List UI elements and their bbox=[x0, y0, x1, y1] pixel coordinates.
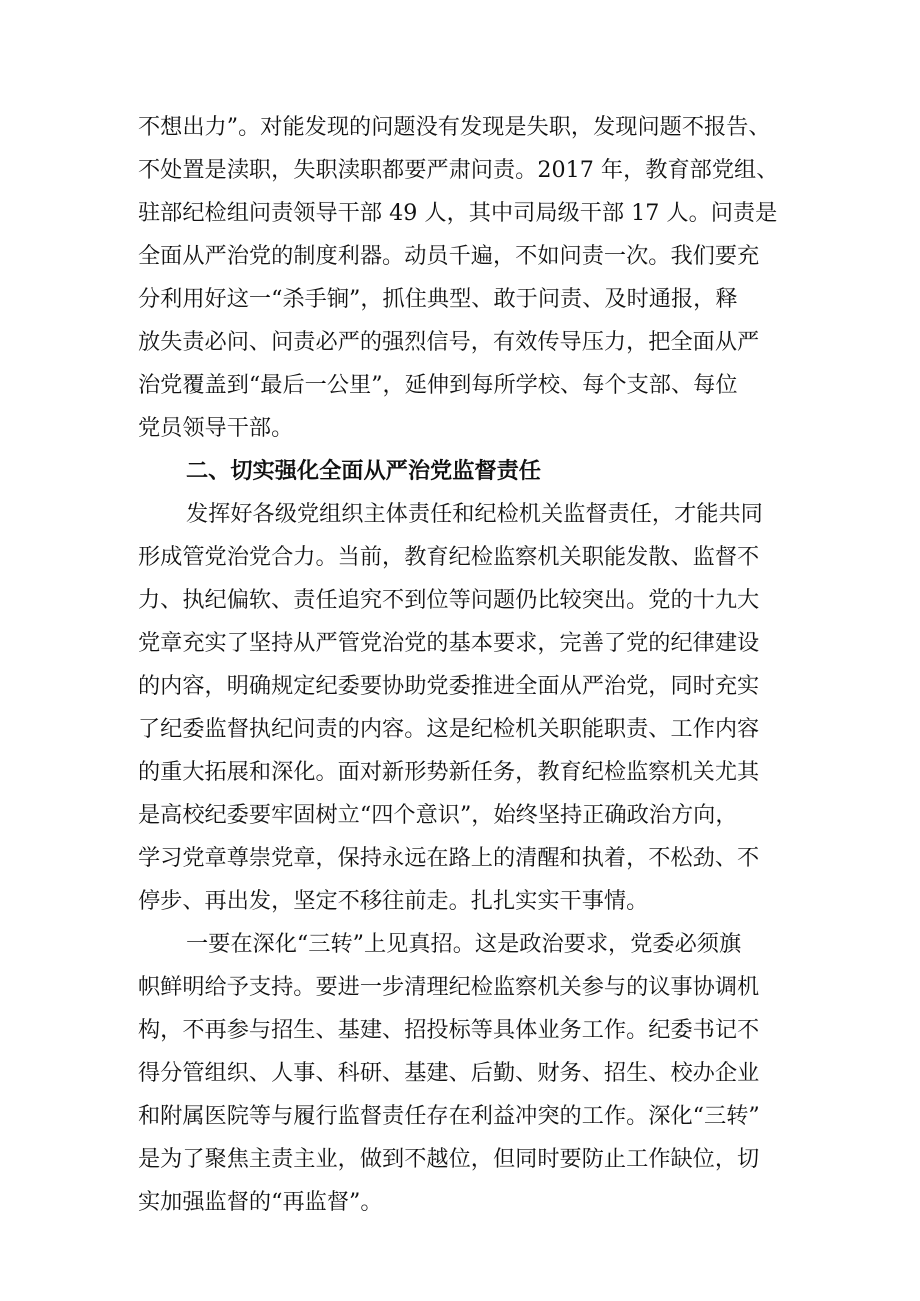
paragraph-3-line-1: 一要在深化“三转”上见真招。这是政治要求，党委必须旗 bbox=[186, 931, 742, 957]
paragraph-2-line-2: 形成管党治党合力。当前，教育纪检监察机关职能发散、监督不 bbox=[138, 544, 760, 570]
paragraph-2-line-4: 党章充实了坚持从严管党治党的基本要求，完善了党的纪律建设 bbox=[138, 630, 760, 656]
paragraph-2-line-8: 是高校纪委要牢固树立“四个意识”，始终坚持正确政治方向， bbox=[138, 802, 738, 828]
paragraph-3-line-3: 构，不再参与招生、基建、招投标等具体业务工作。纪委书记不 bbox=[138, 1017, 760, 1043]
paragraph-3-line-2: 帜鲜明给予支持。要进一步清理纪检监察机关参与的议事协调机 bbox=[138, 974, 760, 1000]
paragraph-2-line-7: 的重大拓展和深化。面对新形势新任务，教育纪检监察机关尤其 bbox=[138, 759, 760, 785]
paragraph-1-line-5: 分利用好这一“杀手锏”，抓住典型、敢于问责、及时通报，释 bbox=[138, 286, 738, 312]
paragraph-2-line-3: 力、执纪偏软、责任追究不到位等问题仍比较突出。党的十九大 bbox=[138, 587, 760, 613]
paragraph-3-line-6: 是为了聚焦主责主业，做到不越位，但同时要防止工作缺位，切 bbox=[138, 1146, 760, 1172]
paragraph-3-line-7: 实加强监督的“再监督”。 bbox=[138, 1189, 383, 1215]
paragraph-2-line-1: 发挥好各级党组织主体责任和纪检机关监督责任，才能共同 bbox=[186, 501, 763, 527]
paragraph-1-line-4: 全面从严治党的制度利器。动员千遍，不如问责一次。我们要充 bbox=[138, 243, 760, 269]
paragraph-2-line-9: 学习党章尊崇党章，保持永远在路上的清醒和执着，不松劲、不 bbox=[138, 845, 760, 871]
paragraph-1-line-1: 不想出力”。对能发现的问题没有发现是失职，发现问题不报告、 bbox=[138, 114, 771, 140]
paragraph-1-line-2: 不处置是渎职，失职渎职都要严肃问责。2017 年，教育部党组、 bbox=[138, 157, 779, 183]
paragraph-1-line-7: 治党覆盖到“最后一公里”，延伸到每所学校、每个支部、每位 bbox=[138, 372, 738, 398]
paragraph-1-line-3: 驻部纪检组问责领导干部 49 人，其中司局级干部 17 人。问责是 bbox=[138, 200, 778, 226]
paragraph-2-line-6: 了纪委监督执纪问责的内容。这是纪检机关职能职责、工作内容 bbox=[138, 716, 760, 742]
section-heading: 二、切实强化全面从严治党监督责任 bbox=[186, 458, 541, 484]
paragraph-3-line-4: 得分管组织、人事、科研、基建、后勤、财务、招生、校办企业 bbox=[138, 1060, 760, 1086]
paragraph-2-line-10: 停步、再出发，坚定不移往前走。扎扎实实干事情。 bbox=[138, 888, 649, 914]
paragraph-1-line-6: 放失责必问、问责必严的强烈信号，有效传导压力，把全面从严 bbox=[138, 329, 760, 355]
paragraph-1-line-8: 党员领导干部。 bbox=[138, 415, 294, 441]
paragraph-2-line-5: 的内容，明确规定纪委要协助党委推进全面从严治党，同时充实 bbox=[138, 673, 760, 699]
paragraph-3-line-5: 和附属医院等与履行监督责任存在利益冲突的工作。深化“三转” bbox=[138, 1103, 760, 1129]
